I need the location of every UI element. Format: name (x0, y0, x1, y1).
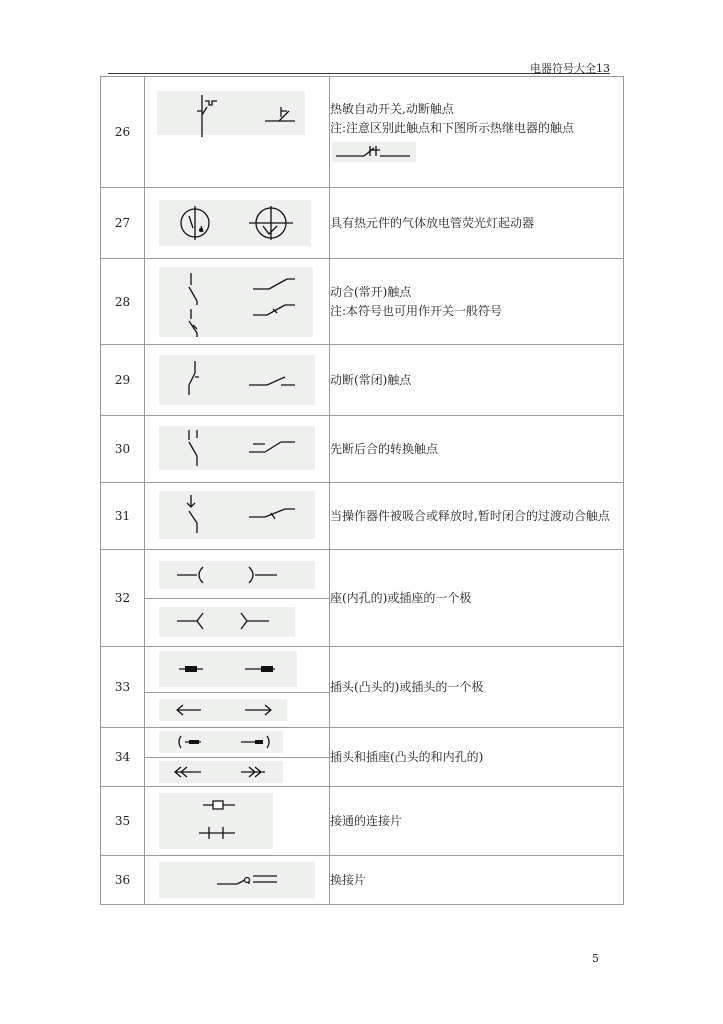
symbol-cell (145, 550, 330, 647)
description-cell (330, 647, 624, 728)
row-number: 36 (101, 856, 145, 905)
starter-symbol (145, 188, 329, 258)
symbol-cell (145, 787, 330, 856)
description-line: 插头和插座(凸头的和内孔的) (330, 749, 484, 764)
description-cell (330, 77, 624, 188)
row-number: 35 (101, 787, 145, 856)
description-line: 换接片 (330, 872, 367, 887)
table-row (101, 647, 624, 728)
description-cell (330, 550, 624, 647)
symbol-subcell (145, 550, 329, 598)
symbol-cell (145, 647, 330, 728)
row-number: 29 (101, 345, 145, 416)
page-number: 5 (592, 952, 599, 965)
symbol-cell (145, 188, 330, 259)
symbol-cell (145, 345, 330, 416)
description-note: 注:本符号也可用作开关一般符号 (330, 303, 503, 318)
description-note: 注:注意区别此触点和下图所示热继电器的触点 (330, 121, 575, 135)
table-row (101, 77, 624, 188)
changeover-link-symbol (145, 856, 329, 904)
make-contact-symbol (145, 259, 329, 344)
socket-symbol-thick (145, 551, 329, 597)
description-cell (330, 787, 624, 856)
thermal-switch-symbol (145, 77, 329, 187)
symbol-subcell (145, 598, 329, 647)
symbol-cell (145, 856, 330, 905)
description-cell (330, 345, 624, 416)
symbol-subcells (145, 728, 329, 786)
symbol-table (100, 76, 624, 905)
symbol-cell (145, 77, 330, 188)
table-row (101, 550, 624, 647)
page-header: 电器符号大全13 (530, 62, 610, 75)
description-line: 动合(常开)触点 (330, 284, 412, 299)
table-row (101, 856, 624, 905)
description-cell (330, 188, 624, 259)
description-cell (330, 728, 624, 787)
description-line: 热敏自动开关,动断触点 (330, 102, 454, 116)
table-row (101, 259, 624, 345)
symbol-cell (145, 259, 330, 345)
table-row (101, 483, 624, 550)
description-line: 当操作器件被吸合或释放时,暂时闭合的过渡动合触点 (330, 508, 610, 523)
table-row (101, 728, 624, 787)
symbol-subcell (145, 757, 329, 787)
symbol-cell (145, 728, 330, 787)
plug-symbol-thin (145, 695, 329, 725)
description-cell (330, 483, 624, 550)
thermal-relay-contact-symbol (330, 140, 420, 164)
symbol-subcells (145, 550, 329, 646)
closed-link-symbol (145, 787, 329, 855)
description-line: 先断后合的转换触点 (330, 441, 439, 456)
description-line: 接通的连接片 (330, 813, 403, 828)
table-row (101, 345, 624, 416)
row-number: 32 (101, 550, 145, 647)
table-row (101, 787, 624, 856)
description-line: 插头(凸头的)或插头的一个极 (330, 679, 484, 694)
socket-symbol-thin (145, 599, 329, 645)
header-rule (108, 73, 610, 74)
table-row (101, 188, 624, 259)
symbol-subcell (145, 692, 329, 727)
passing-contact-symbol (145, 483, 329, 549)
row-number: 34 (101, 728, 145, 787)
symbol-subcell (145, 647, 329, 692)
symbol-cell (145, 483, 330, 550)
break-contact-symbol (145, 345, 329, 415)
row-number: 26 (101, 77, 145, 188)
symbol-subcell (145, 728, 329, 757)
description-cell (330, 856, 624, 905)
description-cell (330, 259, 624, 345)
row-number: 28 (101, 259, 145, 345)
symbol-subcells (145, 647, 329, 727)
changeover-contact-symbol (145, 416, 329, 482)
table-row (101, 416, 624, 483)
plug-symbol-thick (145, 647, 329, 691)
row-number: 27 (101, 188, 145, 259)
row-number: 33 (101, 647, 145, 728)
description-line: 动断(常闭)触点 (330, 372, 412, 387)
description-line: 座(内孔的)或插座的一个极 (330, 590, 472, 605)
description-line: 具有热元件的气体放电管荧光灯起动器 (330, 215, 535, 230)
plug-and-socket-symbol-thick (145, 728, 329, 756)
plug-and-socket-symbol-thin (145, 758, 329, 786)
row-number: 30 (101, 416, 145, 483)
row-number: 31 (101, 483, 145, 550)
symbol-cell (145, 416, 330, 483)
description-cell (330, 416, 624, 483)
